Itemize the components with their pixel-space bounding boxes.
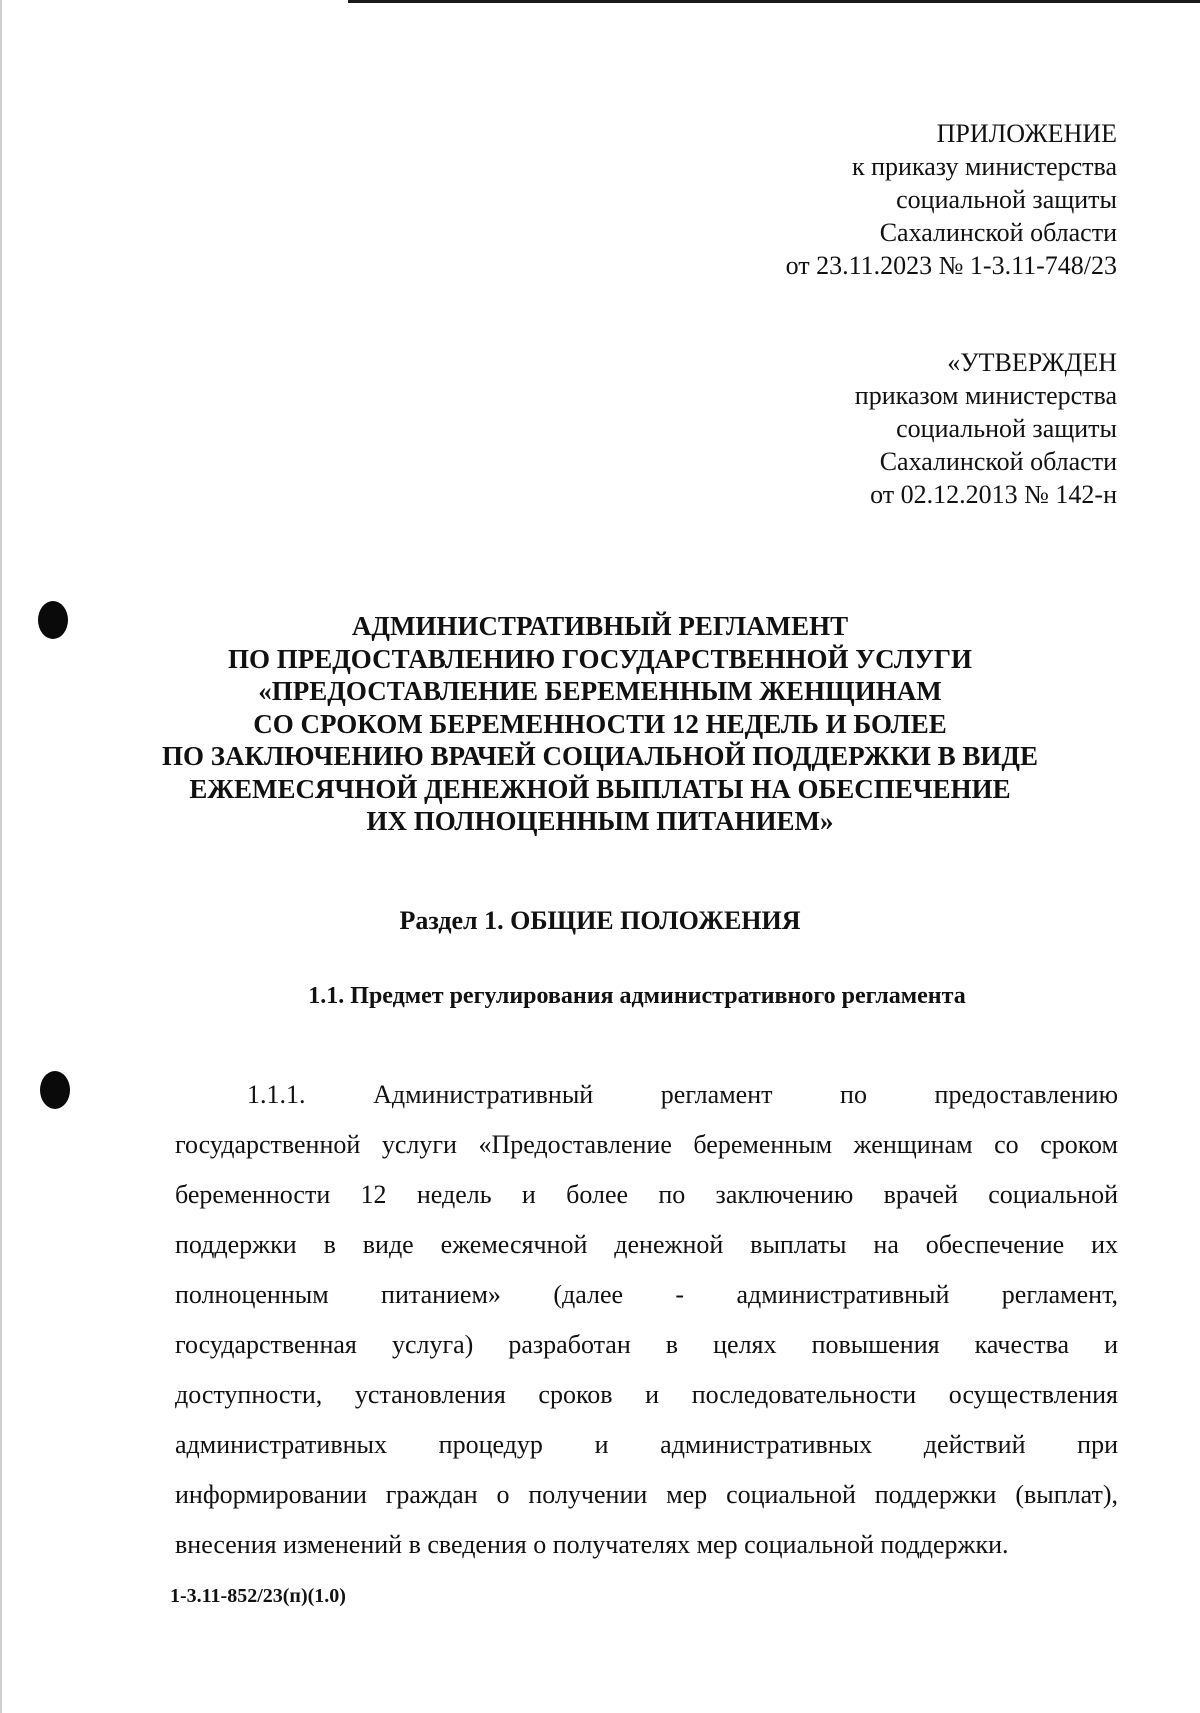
title-line: АДМИНИСТРАТИВНЫЙ РЕГЛАМЕНТ xyxy=(351,611,849,641)
document-title xyxy=(120,610,1080,838)
scan-top-border xyxy=(348,0,1200,3)
paragraph-line: государственной услуги «Предоставление беременным женщинам со сроком xyxy=(175,1130,1118,1159)
paragraph-line: 1.1.1. Административный регламент по предоставлению xyxy=(247,1080,1118,1109)
paragraph-line: полноценным питанием» (далее - административный регламент, xyxy=(175,1280,1118,1309)
approved-line: Сахалинской области xyxy=(879,447,1117,476)
approved-line: социальной защиты xyxy=(896,414,1117,443)
title-line: СО СРОКОМ БЕРЕМЕННОСТИ 12 НЕДЕЛЬ И БОЛЕЕ xyxy=(253,708,947,739)
punch-hole-lower xyxy=(40,1071,70,1109)
appendix-line: ПРИЛОЖЕНИЕ xyxy=(936,119,1117,148)
scan-left-border xyxy=(0,0,2,1713)
paragraph-line: административных процедур и административных действий при xyxy=(175,1430,1118,1459)
paragraph-line: информировании граждан о получении мер социальной поддержки (выплат), xyxy=(175,1480,1118,1509)
paragraph-line: государственная услуга) разработан в целях повышения качества и xyxy=(175,1330,1118,1359)
title-line: ЕЖЕМЕСЯЧНОЙ ДЕНЕЖНОЙ ВЫПЛАТЫ НА ОБЕСПЕЧЕНИЕ xyxy=(189,773,1011,804)
appendix-header xyxy=(786,117,1117,282)
punch-hole-upper xyxy=(38,601,68,639)
paragraph-1-1-1 xyxy=(175,1078,1118,1578)
subsection-heading: 1.1. Предмет регулирования административного регламента xyxy=(308,983,966,1009)
document-code: 1-3.11-852/23(п)(1.0) xyxy=(170,1585,346,1607)
appendix-date-number: от 23.11.2023 № 1-3.11-748/23 xyxy=(785,251,1117,280)
title-line: ПО ПРЕДОСТАВЛЕНИЮ ГОСУДАРСТВЕННОЙ УСЛУГИ xyxy=(227,643,973,674)
paragraph-line: доступности, установления сроков и последовательности осуществления xyxy=(175,1380,1118,1409)
paragraph-line: беременности 12 недель и более по заключению врачей социальной xyxy=(175,1180,1118,1209)
section-heading: Раздел 1. ОБЩИЕ ПОЛОЖЕНИЯ xyxy=(399,906,801,935)
approved-line: «УТВЕРЖДЕН xyxy=(947,348,1117,377)
paragraph-line: внесения изменений в сведения о получателях мер социальной поддержки. xyxy=(175,1530,1009,1559)
approved-header xyxy=(855,346,1117,511)
approved-line: приказом министерства xyxy=(854,381,1117,410)
appendix-line: Сахалинской области xyxy=(879,218,1117,247)
paragraph-line: поддержки в виде ежемесячной денежной выплаты на обеспечение их xyxy=(175,1230,1118,1259)
title-line: «ПРЕДОСТАВЛЕНИЕ БЕРЕМЕННЫМ ЖЕНЩИНАМ xyxy=(258,676,942,706)
title-line: ИХ ПОЛНОЦЕННЫМ ПИТАНИЕМ» xyxy=(366,806,834,836)
appendix-line: к приказу министерства xyxy=(852,152,1117,181)
title-line: ПО ЗАКЛЮЧЕНИЮ ВРАЧЕЙ СОЦИАЛЬНОЙ ПОДДЕРЖКИ В ВИДЕ xyxy=(161,741,1039,771)
approved-date-number: от 02.12.2013 № 142-н xyxy=(870,480,1117,509)
appendix-line: социальной защиты xyxy=(896,185,1117,214)
